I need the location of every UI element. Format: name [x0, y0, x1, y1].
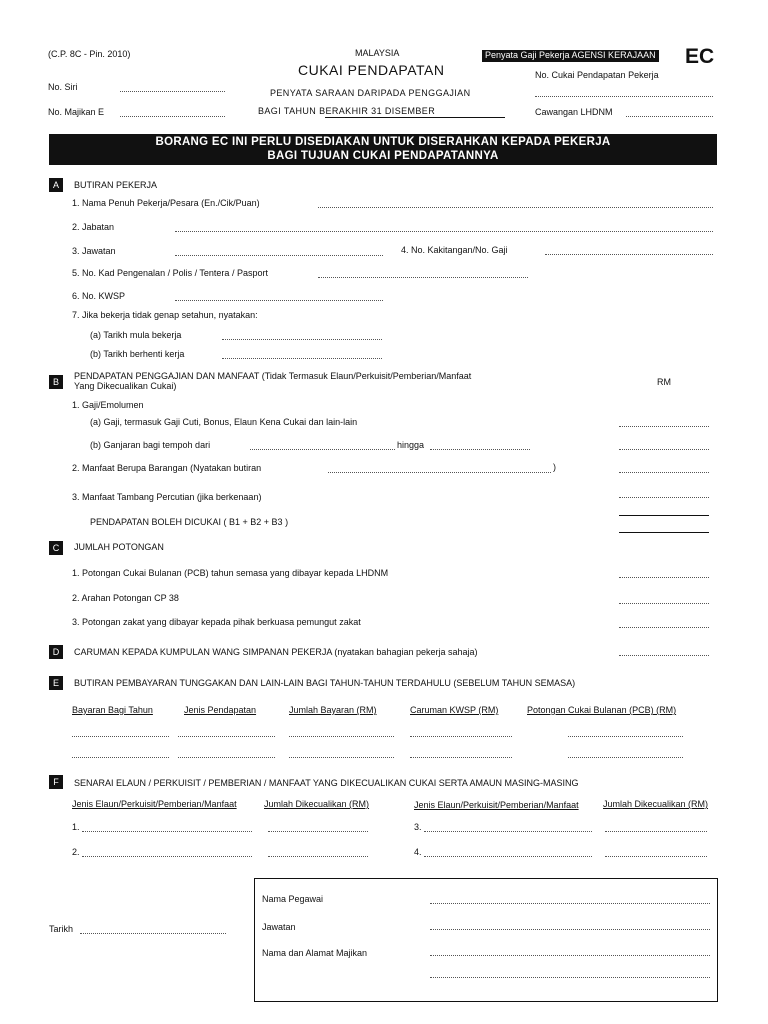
f-item-2-jumlah[interactable] [268, 856, 368, 857]
cp38-label: 2. Arahan Potongan CP 38 [72, 593, 179, 603]
agency-badge: Penyata Gaji Pekerja AGENSI KERAJAAN [482, 50, 659, 62]
f-item-3-number: 3. [414, 822, 422, 832]
banner-line-1: BORANG EC INI PERLU DISEDIAKAN UNTUK DISERAHKAN KEPADA PEKERJA [155, 136, 611, 148]
ganjaran-hingga-field[interactable] [430, 449, 530, 450]
hingga-label: hingga [397, 440, 425, 450]
col-caruman-kwsp: Caruman KWSP (RM) [410, 705, 499, 715]
f-item-3-jumlah[interactable] [605, 831, 707, 832]
manfaat-tambang-amount[interactable] [619, 497, 709, 498]
e-row2-jumlah[interactable] [289, 757, 394, 758]
ganjaran-label: (b) Ganjaran bagi tempoh dari [90, 440, 211, 450]
no-siri-label: No. Siri [48, 82, 78, 92]
f-item-2-jenis[interactable] [82, 856, 252, 857]
manfaat-tambang-label: 3. Manfaat Tambang Percutian (jika berkenaan) [72, 492, 262, 502]
section-d-marker: D [49, 645, 63, 659]
section-a-marker: A [49, 178, 63, 192]
col-jumlah-bayaran: Jumlah Bayaran (RM) [289, 705, 377, 715]
nama-field[interactable] [318, 207, 713, 208]
alamat-line-2[interactable] [430, 977, 710, 978]
form-title: CUKAI PENDAPATAN [298, 62, 445, 78]
section-c-marker: C [49, 541, 63, 555]
no-cukai-label: No. Cukai Pendapatan Pekerja [535, 70, 659, 80]
zakat-amount[interactable] [619, 627, 709, 628]
section-d-title-main: CARUMAN KEPADA KUMPULAN WANG SIMPANAN PEKERJA [74, 647, 332, 657]
pcb-amount[interactable] [619, 577, 709, 578]
e-row1-jumlah[interactable] [289, 736, 394, 737]
tarikh-berhenti-field[interactable] [222, 358, 382, 359]
section-d-note: (nyatakan bahagian pekerja sahaja) [334, 647, 478, 657]
subtitle-tahun: BAGI TAHUN BERAKHIR 31 DISEMBER [258, 106, 436, 116]
instruction-banner [49, 134, 717, 165]
nama-label: 1. Nama Penuh Pekerja/Pesara (En./Cik/Puan) [72, 198, 260, 208]
f-item-1-number: 1. [72, 822, 80, 832]
jawatan-label: 3. Jawatan [72, 246, 116, 256]
ganjaran-dari-field[interactable] [250, 449, 395, 450]
cawangan-label: Cawangan LHDNM [535, 107, 613, 117]
manfaat-barangan-label: 2. Manfaat Berupa Barangan (Nyatakan butiran [72, 463, 262, 473]
f-col-jenis-right: Jenis Elaun/Perkuisit/Pemberian/Manfaat [414, 800, 579, 810]
section-e-title: BUTIRAN PEMBAYARAN TUNGGAKAN DAN LAIN-LAIN BAGI TAHUN-TAHUN TERDAHULU (SEBELUM TAHUN SEMASA) [74, 678, 576, 688]
f-item-4-number: 4. [414, 847, 422, 857]
section-f-title: SENARAI ELAUN / PERKUISIT / PEMBERIAN / MANFAAT YANG DIKECUALIKAN CUKAI SERTA AMAUN MASING-MASING [74, 778, 579, 788]
tarikh-field[interactable] [80, 933, 226, 934]
jabatan-label: 2. Jabatan [72, 222, 115, 232]
kwsp-label: 6. No. KWSP [72, 291, 126, 301]
rm-header: RM [657, 377, 671, 387]
manfaat-barangan-amount[interactable] [619, 472, 709, 473]
kwsp-caruman-amount[interactable] [619, 655, 709, 656]
nama-pegawai-field[interactable] [430, 903, 710, 904]
col-jenis-pendapatan: Jenis Pendapatan [184, 705, 257, 715]
signature-box [254, 878, 718, 1002]
section-c-title: JUMLAH POTONGAN [74, 542, 164, 552]
f-col-jumlah-left: Jumlah Dikecualikan (RM) [264, 799, 370, 809]
zakat-label: 3. Potongan zakat yang dibayar kepada pihak berkuasa pemungut zakat [72, 617, 361, 627]
nama-alamat-majikan-label: Nama dan Alamat Majikan [262, 948, 368, 958]
jawatan-field[interactable] [175, 255, 383, 256]
e-row1-tahun[interactable] [72, 736, 169, 737]
ganjaran-amount[interactable] [619, 449, 709, 450]
tarikh-label: Tarikh [49, 924, 74, 934]
gaji-a-amount[interactable] [619, 426, 709, 427]
nama-pegawai-label: Nama Pegawai [262, 894, 324, 904]
f-col-jumlah-right: Jumlah Dikecualikan (RM) [603, 799, 709, 809]
cp38-amount[interactable] [619, 603, 709, 604]
pendapatan-boleh-label: PENDAPATAN BOLEH DICUKAI ( B1 + B2 + B3 ) [90, 517, 289, 527]
kad-pengenalan-label: 5. No. Kad Pengenalan / Polis / Tentera / Pasport [72, 268, 268, 278]
section-f-marker: F [49, 775, 63, 789]
f-item-1-jenis[interactable] [82, 831, 252, 832]
pcb-label: 1. Potongan Cukai Bulanan (PCB) tahun semasa yang dibayar kepada LHDNM [72, 568, 389, 578]
manfaat-close-paren: ) [553, 462, 556, 472]
no-cukai-field[interactable] [535, 96, 713, 97]
e-row2-kwsp[interactable] [410, 757, 512, 758]
kad-pengenalan-field[interactable] [318, 277, 528, 278]
tarikh-mula-field[interactable] [222, 339, 382, 340]
form-id: EC [685, 45, 715, 68]
f-col-jenis-left: Jenis Elaun/Perkuisit/Pemberian/Manfaat [72, 799, 237, 809]
section-e-marker: E [49, 676, 63, 690]
e-row2-jenis[interactable] [178, 757, 275, 758]
country-label: MALAYSIA [355, 48, 400, 58]
f-item-3-jenis[interactable] [424, 831, 592, 832]
e-row1-jenis[interactable] [178, 736, 275, 737]
col-bayaran-tahun: Bayaran Bagi Tahun [72, 705, 153, 715]
f-item-4-jenis[interactable] [424, 856, 592, 857]
e-row2-pcb[interactable] [568, 757, 683, 758]
tarikh-mula-label: (a) Tarikh mula bekerja [90, 330, 182, 340]
tidak-genap-label: 7. Jika bekerja tidak genap setahun, nyatakan: [72, 310, 258, 320]
e-row2-tahun[interactable] [72, 757, 169, 758]
section-b-title-note: (Tidak Termasuk Elaun/Perkuisit/Pemberian/Manfaat [261, 371, 472, 381]
kakitangan-label: 4. No. Kakitangan/No. Gaji [401, 245, 508, 255]
no-majikan-label: No. Majikan E [48, 107, 105, 117]
f-item-2-number: 2. [72, 847, 80, 857]
form-code: (C.P. 8C - Pin. 2010) [48, 49, 131, 59]
gaji-a-label: (a) Gaji, termasuk Gaji Cuti, Bonus, Elaun Kena Cukai dan lain-lain [90, 417, 358, 427]
tarikh-berhenti-label: (b) Tarikh berhenti kerja [90, 349, 185, 359]
jawatan-pegawai-label: Jawatan [262, 922, 296, 932]
cawangan-field[interactable] [626, 116, 713, 117]
f-item-1-jumlah[interactable] [268, 831, 368, 832]
no-majikan-field[interactable] [120, 116, 225, 117]
jawatan-pegawai-field[interactable] [430, 929, 710, 930]
pendapatan-amount[interactable] [619, 532, 709, 533]
alamat-line-1[interactable] [430, 955, 710, 956]
gaji-label: 1. Gaji/Emolumen [72, 400, 144, 410]
e-row1-kwsp[interactable] [410, 736, 512, 737]
subtitle-penyata: PENYATA SARAAN DARIPADA PENGGAJIAN [270, 88, 471, 98]
banner-line-2: BAGI TUJUAN CUKAI PENDAPATANNYA [267, 150, 499, 162]
col-pcb: Potongan Cukai Bulanan (PCB) (RM) [527, 705, 677, 715]
no-siri-field[interactable] [120, 91, 225, 92]
kwsp-field[interactable] [175, 300, 383, 301]
kakitangan-field[interactable] [545, 254, 713, 255]
section-b-title-line2: Yang Dikecualikan Cukai) [74, 381, 177, 391]
pendapatan-top-rule [619, 515, 709, 516]
section-a-title: BUTIRAN PEKERJA [74, 180, 158, 190]
f-item-4-jumlah[interactable] [605, 856, 707, 857]
manfaat-barangan-field[interactable] [328, 472, 551, 473]
tahun-line[interactable] [325, 117, 505, 118]
section-b-title-main: PENDAPATAN PENGGAJIAN DAN MANFAAT [74, 371, 260, 381]
section-d-title [74, 648, 478, 658]
section-b-marker: B [49, 375, 63, 389]
e-row1-pcb[interactable] [568, 736, 683, 737]
jabatan-field[interactable] [175, 231, 713, 232]
